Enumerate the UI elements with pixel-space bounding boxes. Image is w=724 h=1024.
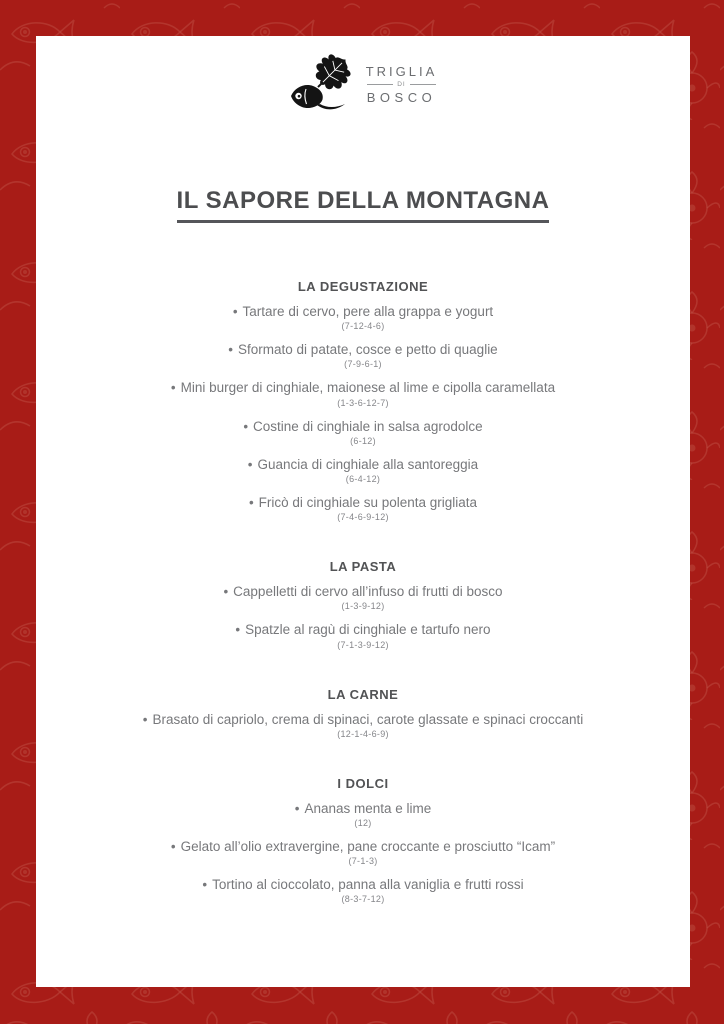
menu-item <box>83 380 643 407</box>
divider-line <box>410 84 436 85</box>
menu-item <box>83 622 643 649</box>
brand-name-bottom: BOSCO <box>366 89 437 105</box>
allergen-codes: (7-12-4-6) <box>341 321 385 332</box>
section-heading: LA PASTA <box>329 559 397 575</box>
allergen-codes: (6-12) <box>350 435 376 446</box>
bullet-icon: • <box>247 456 253 472</box>
allergen-codes: (7-1-3) <box>348 856 378 867</box>
bullet-icon: • <box>170 380 176 396</box>
dish-name: Gelato all’olio extravergine, pane croccante e prosciutto “Icam” <box>180 838 556 854</box>
bullet-icon: • <box>294 800 300 816</box>
brand-name-mid: DI <box>397 80 406 88</box>
dish-name: Sformato di patate, cosce e petto di quaglie <box>238 342 498 358</box>
dish-name: Guancia di cinghiale alla santoreggia <box>257 456 479 472</box>
menu-page <box>36 36 690 987</box>
fish-oak-leaf-icon <box>289 54 355 114</box>
allergen-codes: (7-1-3-9-12) <box>337 639 389 650</box>
section-la-carne <box>36 687 690 739</box>
bullet-icon: • <box>223 584 229 600</box>
section-la-degustazione <box>36 279 690 522</box>
allergen-codes: (12-1-4-6-9) <box>337 728 389 739</box>
bullet-icon: • <box>170 838 176 854</box>
section-heading: LA CARNE <box>327 686 399 702</box>
bullet-icon: • <box>243 418 249 434</box>
bullet-icon: • <box>232 304 238 319</box>
section-la-pasta <box>36 559 690 649</box>
bullet-icon: • <box>202 877 208 893</box>
menu-item <box>83 801 643 828</box>
bullet-icon: • <box>228 342 234 358</box>
section-heading: LA DEGUSTAZIONE <box>297 279 429 294</box>
allergen-codes: (7-4-6-9-12) <box>337 512 389 523</box>
allergen-codes: (6-4-12) <box>345 473 381 484</box>
divider-line <box>367 84 393 85</box>
menu-item <box>83 457 643 484</box>
menu-item <box>83 839 643 866</box>
brand-wordmark <box>366 64 438 105</box>
dish-name: Tartare di cervo, pere alla grappa e yogurt <box>242 304 494 319</box>
dish-name: Spatzle al ragù di cinghiale e tartufo nero <box>245 622 491 638</box>
menu-item <box>83 419 643 446</box>
dish-name: Brasato di capriolo, crema di spinaci, carote glassate e spinaci croccanti <box>152 711 584 727</box>
allergen-codes: (1-3-6-12-7) <box>337 397 389 408</box>
allergen-codes: (1-3-9-12) <box>341 601 385 612</box>
dish-name: Ananas menta e lime <box>304 800 432 816</box>
section-heading: I DOLCI <box>337 775 389 791</box>
dish-name: Fricò di cinghiale su polenta grigliata <box>258 494 478 510</box>
bullet-icon: • <box>235 622 241 638</box>
menu-item <box>83 342 643 369</box>
dish-name: Tortino al cioccolato, panna alla vaniglia e frutti rossi <box>212 877 524 893</box>
section-i-dolci <box>36 776 690 905</box>
allergen-codes: (12) <box>354 817 372 828</box>
dish-name: Cappelletti di cervo all’infuso di frutti di bosco <box>233 584 503 600</box>
menu-item <box>83 304 643 331</box>
menu-item <box>83 712 643 739</box>
menu-item <box>83 877 643 904</box>
dish-name: Costine di cinghiale in salsa agrodolce <box>253 418 483 434</box>
brand-logo <box>36 53 690 115</box>
bullet-icon: • <box>142 711 148 727</box>
dish-name: Mini burger di cinghiale, maionese al lime e cipolla caramellata <box>180 380 556 396</box>
menu-item <box>83 495 643 522</box>
menu-item <box>83 584 643 611</box>
allergen-codes: (7-9-6-1) <box>344 359 382 370</box>
bullet-icon: • <box>248 494 254 510</box>
allergen-codes: (8-3-7-12) <box>341 894 385 905</box>
menu-title: IL SAPORE DELLA MONTAGNA <box>177 187 550 223</box>
brand-name-top: TRIGLIA <box>365 63 438 79</box>
